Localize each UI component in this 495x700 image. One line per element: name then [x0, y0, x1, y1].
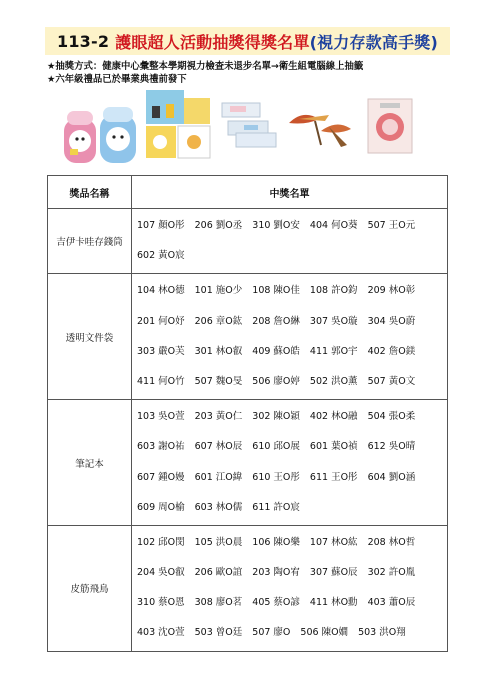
winner-entry: 308 廖O茗	[194, 597, 243, 609]
prize-name: 透明文件袋	[48, 274, 132, 400]
winner-line	[137, 402, 447, 432]
prize-name: 皮筋飛鳥	[48, 525, 132, 651]
winner-list	[132, 400, 448, 526]
table-row	[48, 274, 448, 400]
header-winner-list: 中獎名單	[132, 176, 448, 209]
winner-entry: 302 許O胤	[367, 567, 416, 579]
table-row	[48, 400, 448, 526]
winner-entry: 107 顏O彤	[137, 220, 185, 231]
winner-entry: 203 陶O宥	[252, 567, 300, 579]
winner-entry: 409 蘇O皓	[252, 345, 300, 357]
winner-entry: 304 吳O蔚	[367, 315, 416, 327]
packaged-prize-image	[366, 97, 414, 155]
winner-entry: 612 吳O晴	[367, 441, 416, 453]
winner-line	[137, 211, 447, 241]
winner-entry: 603 林O儒	[194, 501, 243, 513]
winner-entry: 203 黃O仁	[194, 411, 243, 423]
document-bag-image	[218, 99, 280, 149]
winner-entry: 206 劉O丞	[194, 220, 243, 231]
winner-entry: 411 何O竹	[137, 375, 185, 387]
winner-entry: 307 蘇O辰	[309, 567, 358, 579]
winner-entry: 103 吳O萱	[137, 411, 185, 423]
winner-entry: 105 洪O晨	[194, 536, 243, 548]
table-header-row	[48, 176, 448, 209]
winner-entry: 411 林O勳	[309, 597, 358, 609]
winner-entry: 602 黃O宸	[137, 250, 185, 262]
table-row	[48, 525, 448, 651]
winner-list	[132, 209, 448, 274]
winner-list	[132, 274, 448, 400]
rubber-band-bird-image	[285, 101, 355, 151]
winner-entry: 502 洪O薰	[309, 375, 358, 387]
winner-entry: 108 許O鈞	[309, 285, 358, 297]
prize-photos	[0, 85, 495, 165]
winner-entry: 601 江O緯	[194, 471, 243, 483]
winner-entry: 504 張O柔	[367, 411, 416, 423]
winner-list	[132, 525, 448, 651]
winner-entry: 208 林O哲	[367, 536, 416, 548]
winner-entry: 402 林O融	[309, 411, 358, 423]
winner-entry: 507 魏O旻	[194, 375, 243, 387]
winner-line	[137, 528, 447, 558]
winner-entry: 604 劉O涵	[367, 471, 416, 483]
winner-entry: 507 王O元	[367, 220, 416, 231]
award-table-body	[48, 209, 448, 652]
table-row	[48, 209, 448, 274]
winner-entry: 106 陳O樂	[252, 536, 300, 548]
winner-entry: 507 廖O	[252, 627, 291, 639]
winner-entry: 201 何O妤	[137, 315, 185, 327]
winner-entry: 610 邱O展	[252, 441, 300, 453]
winner-entry: 310 蔡O恩	[137, 597, 185, 609]
draw-method-note: ★抽獎方式：健康中心彙整本學期視力檢查未退步名單→衛生組電腦線上抽籤	[47, 61, 364, 72]
prize-name: 筆記本	[48, 400, 132, 526]
winner-entry: 101 施O少	[194, 285, 243, 297]
winner-line	[137, 367, 447, 397]
winner-entry: 310 劉O安	[252, 220, 300, 231]
notebook-image	[144, 88, 212, 160]
winner-entry: 403 蕭O辰	[367, 597, 416, 609]
winner-entry: 611 王O彤	[309, 471, 358, 483]
winner-entry: 302 陳O穎	[252, 411, 300, 423]
winner-line	[137, 307, 447, 337]
winner-entry: 506 陳O嫺	[300, 627, 349, 639]
winner-line	[137, 463, 447, 493]
winner-entry: 204 吳O叡	[137, 567, 185, 579]
title-main: 護眼超人活動抽獎得獎名單	[115, 32, 310, 52]
winner-entry: 104 林O德	[137, 285, 185, 297]
winner-entry: 303 嚴O芙	[137, 345, 185, 357]
winner-entry: 208 詹O綝	[252, 315, 300, 327]
winner-entry: 402 詹O鎂	[367, 345, 416, 357]
winner-entry: 503 洪O翔	[358, 627, 406, 639]
winner-entry: 610 王O彤	[252, 471, 300, 483]
piggy-bank-image	[62, 103, 142, 165]
winner-line	[137, 588, 447, 618]
winner-entry: 607 林O辰	[194, 441, 243, 453]
winner-entry: 102 邱O閔	[137, 536, 185, 548]
winner-entry: 506 廖O婷	[252, 375, 300, 387]
winner-entry: 403 沈O萱	[137, 627, 185, 639]
winner-entry: 206 章O鈜	[194, 315, 243, 327]
grade6-note: ★六年級禮品已於畢業典禮前發下	[47, 74, 187, 85]
title-number: 113-2	[56, 31, 110, 51]
title-sub: (視力存款高手獎)	[309, 32, 438, 52]
winner-line	[137, 493, 447, 523]
winner-line	[137, 241, 447, 271]
winner-entry: 404 何O葵	[309, 220, 358, 231]
winner-entry: 609 周O榆	[137, 501, 185, 513]
winner-entry: 405 蔡O諺	[252, 597, 300, 609]
winner-entry: 107 林O紘	[309, 536, 358, 548]
prize-name: 吉伊卡哇存錢筒	[48, 209, 132, 274]
header-prize-name: 獎品名稱	[48, 176, 132, 209]
winner-entry: 603 謝O祐	[137, 441, 185, 453]
winner-line	[137, 558, 447, 588]
winner-line	[137, 276, 447, 306]
winner-entry: 307 吳O璇	[309, 315, 358, 327]
title-banner	[45, 27, 450, 55]
winner-entry: 507 黃O文	[367, 375, 416, 387]
award-table	[47, 175, 448, 652]
winner-entry: 601 葉O禎	[309, 441, 358, 453]
winner-line	[137, 337, 447, 367]
winner-entry: 301 林O叡	[194, 345, 243, 357]
winner-line	[137, 432, 447, 462]
winner-line	[137, 618, 447, 648]
winner-entry: 206 歐O誼	[194, 567, 243, 579]
winner-entry: 611 許O宸	[252, 501, 300, 513]
winner-entry: 209 林O彰	[367, 285, 416, 297]
winner-entry: 411 郭O宇	[309, 345, 358, 357]
winner-entry: 108 陳O佳	[252, 285, 300, 297]
winner-entry: 607 鍾O嫚	[137, 471, 185, 483]
winner-entry: 503 曾O廷	[194, 627, 243, 639]
